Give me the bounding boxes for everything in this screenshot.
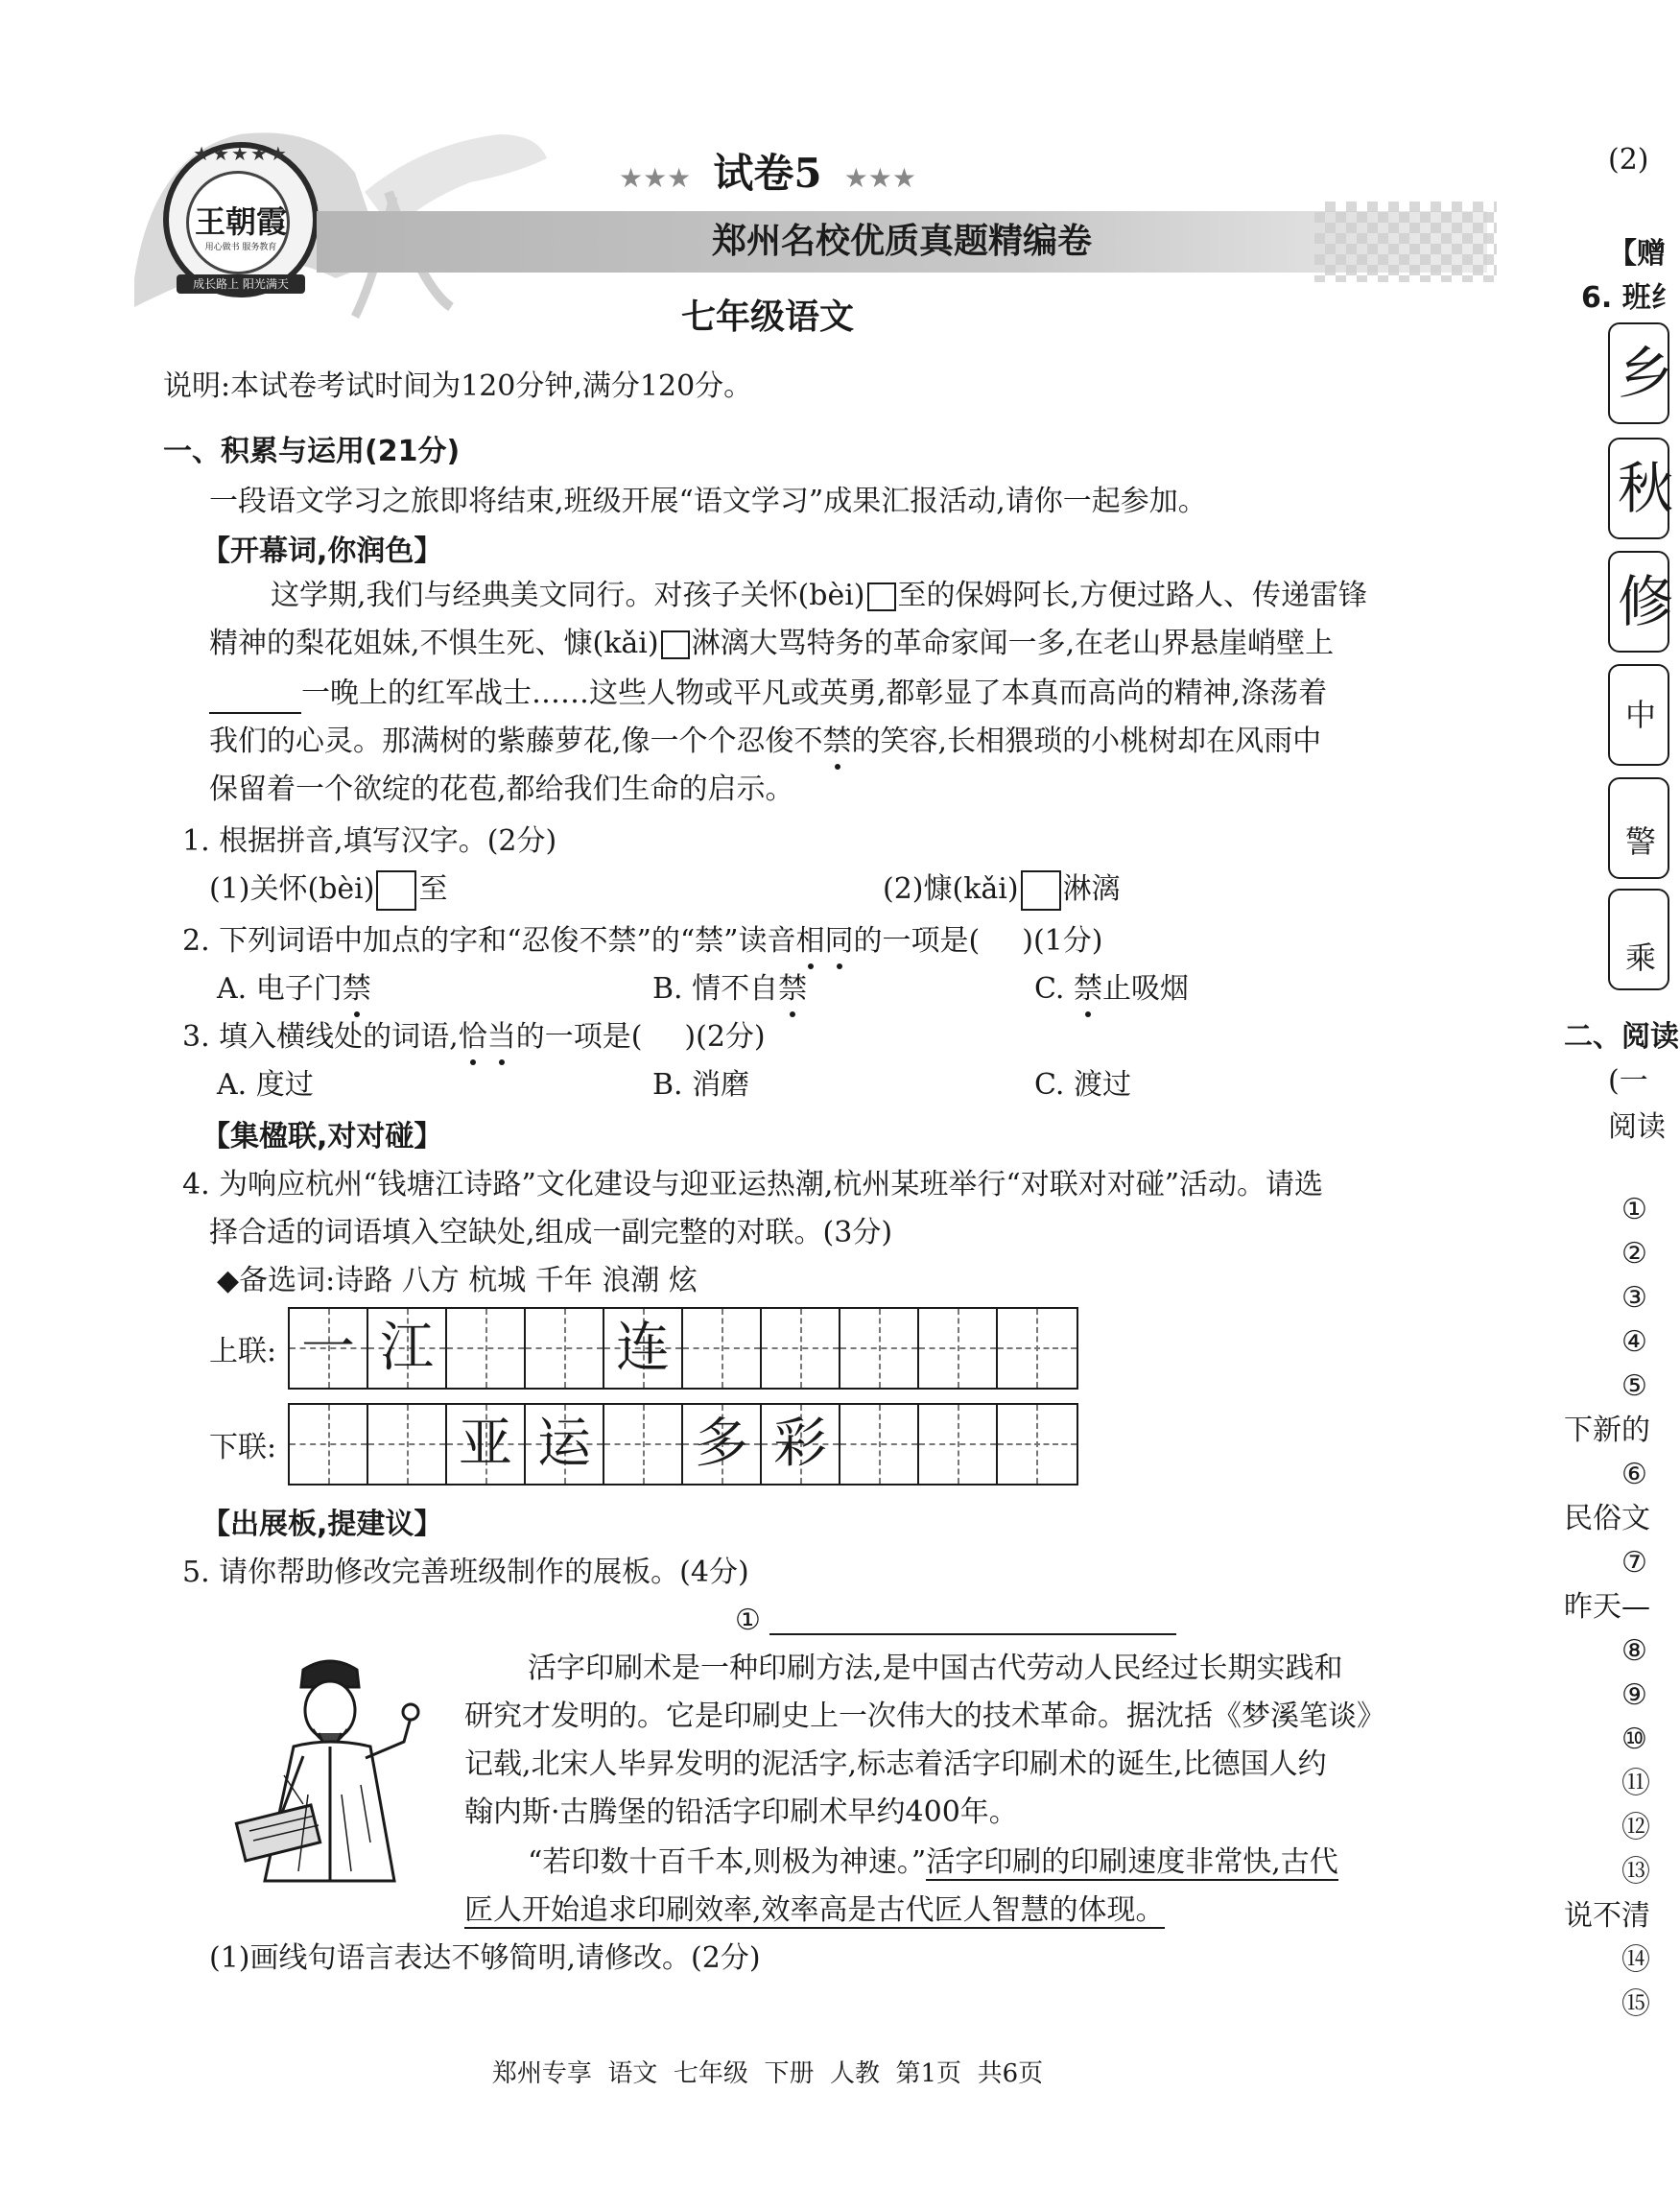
fill-blank-line[interactable] [209, 683, 301, 714]
subheading-couplet: 【集楹联,对对碰】 [201, 1120, 443, 1153]
underlined-sentence: 活字印刷的印刷速度非常快,古代 [926, 1845, 1338, 1879]
couplet-cell[interactable] [840, 1309, 919, 1388]
right-item: ⑭ [1621, 1943, 1650, 1977]
answer-box-bei[interactable] [867, 582, 896, 611]
couplet-cell[interactable] [604, 1405, 683, 1484]
couplet-cell[interactable]: 连 [604, 1309, 683, 1388]
right-item: ① [1621, 1193, 1647, 1226]
right-item: ⑦ [1621, 1546, 1647, 1580]
q3-stem: 3. 填入横线处的词语,恰当的一项是( )(2分) [182, 1017, 766, 1058]
page-footer: 郑州专享 语文 七年级 下册 人教 第1页 共6页 [491, 2059, 1044, 2088]
answer-box-q1a[interactable] [376, 870, 416, 911]
couplet-cell[interactable]: 江 [368, 1309, 447, 1388]
q4-stem-2: 择合适的词语填入空缺处,组成一副完整的对联。(3分) [209, 1216, 893, 1249]
right-q6-stem: 6. 班纟 [1581, 281, 1680, 315]
subheading-board: 【出展板,提建议】 [201, 1508, 443, 1541]
q4-word-options: ◆备选词:诗路 八方 杭城 千年 浪潮 炫 [217, 1264, 698, 1297]
q1-stem: 1. 根据拼音,填写汉字。(2分) [182, 824, 557, 858]
answer-box-q1b[interactable] [1021, 870, 1061, 911]
couplet-cell[interactable]: 一 [290, 1309, 368, 1388]
right-item: ⑬ [1621, 1855, 1650, 1889]
calligraphy-box: 乘 [1608, 889, 1669, 990]
title-stars-left-icon: ★★★ [618, 162, 692, 194]
calligraphy-box: 修 [1608, 551, 1669, 653]
q2-option-c[interactable]: C. 禁止吸烟 [1034, 969, 1189, 1010]
calligraphy-box: 警 [1608, 777, 1669, 879]
board-para1-line4: 翰内斯·古腾堡的铅活字印刷术早约400年。 [464, 1795, 1018, 1829]
board-para1-line2: 研究才发明的。它是印刷史上一次伟大的技术革命。据沈括《梦溪笔谈》 [464, 1700, 1385, 1733]
right-item: ⑩ [1621, 1723, 1647, 1756]
passage-line-2: 精神的梨花姐妹,不惧生死、慷(kǎi) 淋漓大骂特务的革命家闻一多,在老山界悬崖峭壁上 [209, 627, 1335, 660]
subheading-opening: 【开幕词,你润色】 [201, 535, 443, 568]
q3-option-c[interactable]: C. 渡过 [1034, 1068, 1131, 1102]
couplet-cell[interactable] [919, 1309, 998, 1388]
right-sub-a: (一 [1608, 1064, 1648, 1098]
paper-title [0, 142, 1535, 200]
emphasis-char: 禁 [823, 722, 852, 762]
passage-line-5: 保留着一个欲绽的花苞,都给我们生命的启示。 [209, 773, 794, 806]
couplet-cell[interactable]: 亚 [447, 1405, 526, 1484]
calligraphy-box: 中 [1608, 664, 1669, 766]
logo-banner: 成长路上 阳光满天 [177, 274, 305, 294]
logo-stars-icon: ★★★★★ [193, 142, 289, 165]
paper-number: 试卷5 [713, 150, 822, 197]
upper-couplet-label: 上联: [209, 1335, 277, 1368]
right-item: 昨天— [1564, 1590, 1650, 1624]
section1-heading: 一、积累与运用(21分) [163, 435, 461, 468]
couplet-cell[interactable] [368, 1405, 447, 1484]
passage-line-1: 这学期,我们与经典美文同行。对孩子关怀(bèi) 至的保姆阿长,方便过路人、传递雷锋 [271, 579, 1368, 612]
couplet-cell[interactable] [840, 1405, 919, 1484]
passage-line-4: 我们的心灵。那满树的紫藤萝花,像一个个忍俊不禁的笑容,长相猥琐的小桃树却在风雨中 [209, 722, 1321, 762]
q2-option-b[interactable]: B. 情不自禁 [652, 969, 807, 1010]
right-item: 说不清 [1564, 1899, 1650, 1933]
couplet-cell[interactable]: 运 [526, 1405, 604, 1484]
couplet-cell[interactable] [919, 1405, 998, 1484]
lower-couplet-label: 下联: [209, 1431, 277, 1464]
q3-option-a[interactable]: A. 度过 [217, 1068, 314, 1102]
couplet-cell[interactable] [762, 1309, 840, 1388]
board-para1-line3: 记载,北宋人毕昇发明的泥活字,标志着活字印刷术的诞生,比德国人约 [464, 1747, 1327, 1781]
couplet-cell[interactable] [526, 1309, 604, 1388]
q5-sub-question-1: (1)画线句语言表达不够简明,请修改。(2分) [209, 1941, 761, 1975]
couplet-cell[interactable] [998, 1405, 1077, 1484]
upper-couplet-grid [288, 1307, 1078, 1390]
q1-part2: (2)慷(kǎi) 淋漓 [883, 869, 1121, 911]
couplet-cell[interactable]: 多 [683, 1405, 762, 1484]
couplet-cell[interactable]: 彩 [762, 1405, 840, 1484]
board-para2-line1: “若印数十百千本,则极为神速。”活字印刷的印刷速度非常快,古代 [528, 1845, 1338, 1879]
logo-brand-text: 王朝霞 [194, 203, 287, 240]
board-title-number: ① [735, 1604, 761, 1637]
right-item: 下新的 [1564, 1414, 1650, 1447]
instruction: 说明:本试卷考试时间为120分钟,满分120分。 [163, 369, 753, 403]
right-sub-b: 阅读 [1608, 1110, 1666, 1144]
right-item: ⑫ [1621, 1811, 1650, 1844]
right-item: ⑮ [1621, 1987, 1650, 2021]
right-section2-heading: 二、阅读 [1564, 1020, 1679, 1054]
calligraphy-box: 乡 [1608, 322, 1669, 424]
right-item: ② [1621, 1237, 1647, 1271]
right-sub-question-2: (2) [1608, 143, 1649, 177]
couplet-cell[interactable] [290, 1405, 368, 1484]
board-para1-line1: 活字印刷术是一种印刷方法,是中国古代劳动人民经过长期实践和 [528, 1652, 1343, 1685]
bisheng-illustration-icon [226, 1651, 432, 1887]
subject-title: 七年级语文 [680, 297, 854, 337]
logo-sub-text: 用心做书 服务教育 [204, 243, 277, 252]
series-title: 郑州名校优质真题精编卷 [711, 222, 1092, 261]
q4-stem-1: 4. 为响应杭州“钱塘江诗路”文化建设与迎亚运热潮,杭州某班举行“对联对对碰”活动。请选 [182, 1168, 1324, 1201]
right-gift-heading: 【赠 [1608, 237, 1666, 271]
right-item: ③ [1621, 1281, 1647, 1315]
q3-option-b[interactable]: B. 消磨 [652, 1068, 750, 1102]
q2-stem: 2. 下列词语中加点的字和“忍俊不禁”的“禁”读音相同的一项是( )(1分) [182, 921, 1102, 962]
q5-stem: 5. 请你帮助修改完善班级制作的展板。(4分) [182, 1556, 749, 1589]
couplet-cell[interactable] [998, 1309, 1077, 1388]
calligraphy-box: 秋 [1608, 438, 1669, 539]
q2-option-a[interactable]: A. 电子门禁 [217, 969, 371, 1010]
right-item: ⑨ [1621, 1678, 1647, 1712]
lower-couplet-grid [288, 1403, 1078, 1486]
board-title-blank[interactable] [769, 1633, 1176, 1635]
title-stars-right-icon: ★★★ [843, 162, 917, 194]
right-item: ⑥ [1621, 1458, 1647, 1491]
passage-line-3: 一晚上的红军战士……这些人物或平凡或英勇,都彰显了本真而高尚的精神,涤荡着 [209, 674, 1327, 714]
right-item: ④ [1621, 1325, 1647, 1359]
couplet-cell[interactable] [683, 1309, 762, 1388]
right-item: ⑪ [1621, 1767, 1650, 1800]
right-item: ⑤ [1621, 1369, 1647, 1403]
q1-part1: (1)关怀(bèi) 至 [209, 869, 447, 911]
couplet-cell[interactable] [447, 1309, 526, 1388]
section1-intro: 一段语文学习之旅即将结束,班级开展“语文学习”成果汇报活动,请你一起参加。 [209, 485, 1207, 518]
answer-box-kai[interactable] [661, 630, 690, 659]
board-para2-line2 [464, 1890, 1165, 1931]
underlined-sentence: 匠人开始追求印刷效率,效率高是古代匠人智慧的体现。 [464, 1893, 1165, 1927]
right-item: ⑧ [1621, 1634, 1647, 1668]
right-item: 民俗文 [1564, 1502, 1650, 1535]
